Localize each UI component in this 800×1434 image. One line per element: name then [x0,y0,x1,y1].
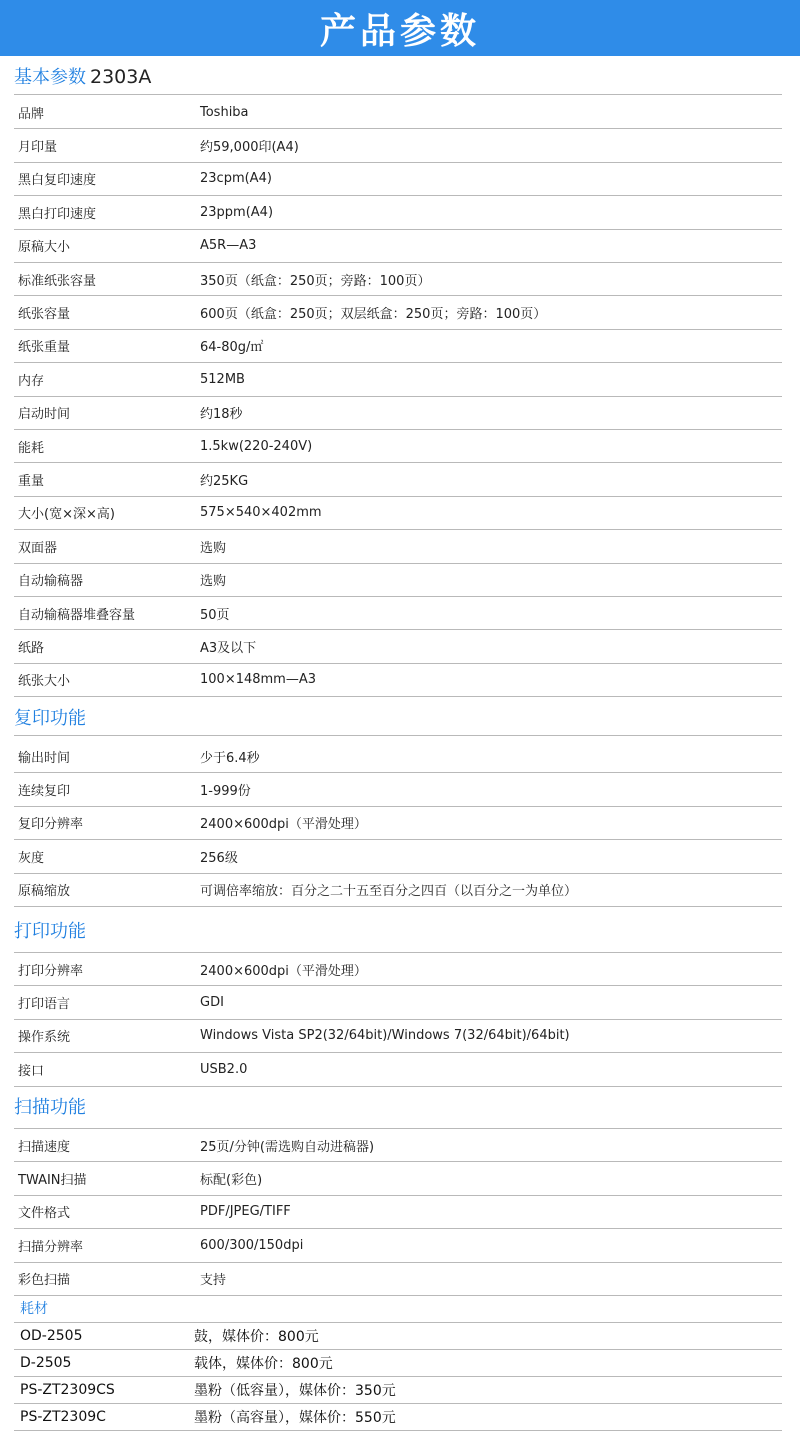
consumable-value: 载体，媒体价：800元 [194,1356,333,1372]
print-spec-value: 2400×600dpi（平滑处理） [200,963,367,979]
spec-row [14,129,782,162]
scan-spec-label: 彩色扫描 [18,1273,71,1289]
scan-spec-value: PDF/JPEG/TIFF [200,1204,291,1220]
copy-spec-value: 2400×600dpi（平滑处理） [200,817,367,833]
spec-value: 350页（纸盒：250页；旁路：100页） [200,273,431,289]
section-title-copy-label: 复印功能 [14,708,86,729]
spec-value: 1.5kw(220-240V) [200,438,313,454]
section-title-basic [14,62,782,95]
spec-row [14,263,782,296]
consumable-label: OD-2505 [20,1328,83,1344]
spec-value: A5R—A3 [200,238,257,254]
spec-value: 23ppm(A4) [200,204,274,220]
consumable-label: PS-ZT2309C [20,1409,106,1425]
section-title-scan-label: 扫描功能 [14,1097,86,1118]
spec-value: 50页 [200,607,230,623]
spec-label: 重量 [18,474,45,490]
print-spec-label: 操作系统 [18,1030,71,1046]
copy-spec-label: 连续复印 [18,784,71,800]
spec-row [14,430,782,463]
spec-row [14,330,782,363]
consumable-row [14,1350,782,1377]
consumable-row [14,1377,782,1404]
spec-value: 575×540×402mm [200,505,322,521]
spec-label: 纸张大小 [18,674,71,690]
copy-spec-label: 复印分辨率 [18,817,84,833]
print-spec-value: Windows Vista SP2(32/64bit)/Windows 7(32/64bit)/64bit) [200,1028,570,1044]
spec-row [14,530,782,563]
spec-label: 月印量 [18,140,58,156]
section-title-scan [14,1093,782,1129]
spec-label: 自动输稿器堆叠容量 [18,607,136,623]
spec-row [14,230,782,263]
page-header [0,0,800,56]
spec-value: A3及以下 [200,641,257,657]
spec-label: 纸张重量 [18,340,71,356]
spec-value: Toshiba [200,104,249,120]
spec-label: 双面器 [18,540,58,556]
scan-spec-value: 25页/分钟(需选购自动进稿器) [200,1139,375,1155]
spec-value: 600页（纸盒：250页；双层纸盒：250页；旁路：100页） [200,307,547,323]
section-title-consumables-label: 耗材 [20,1301,48,1317]
page-title: 产品参数 [319,10,480,52]
print-spec-row [14,953,782,986]
spec-label: 标准纸张容量 [18,273,97,289]
spec-label: 自动输稿器 [18,574,84,590]
copy-spec-value: 可调倍率缩放：百分之二十五至百分之四百（以百分之一为单位） [200,884,578,900]
spec-row [14,163,782,196]
spec-row [14,564,782,597]
spec-label: 黑白复印速度 [18,173,97,189]
scan-spec-row [14,1162,782,1195]
scan-spec-row [14,1263,782,1296]
scan-spec-label: 扫描分辨率 [18,1239,84,1255]
print-spec-label: 接口 [18,1063,45,1079]
print-spec-value: USB2.0 [200,1061,248,1077]
scan-spec-label: 扫描速度 [18,1139,71,1155]
spec-row [14,296,782,329]
copy-spec-label: 输出时间 [18,750,71,766]
consumable-label: D-2505 [20,1355,72,1371]
consumable-value: 墨粉（高容量），媒体价：550元 [194,1410,396,1426]
section-title-print [14,917,782,953]
spec-label: 纸路 [18,641,45,657]
spec-row [14,363,782,396]
print-spec-row [14,1020,782,1053]
spec-label: 内存 [18,373,45,389]
spec-row [14,196,782,229]
print-spec-label: 打印分辨率 [18,963,84,979]
consumable-row [14,1404,782,1431]
spec-row [14,630,782,663]
spec-row [14,497,782,530]
spec-row [14,463,782,496]
scan-spec-label: TWAIN扫描 [18,1173,87,1189]
scan-spec-value: 标配(彩色) [200,1173,263,1189]
copy-spec-value: 256级 [200,850,238,866]
section-title-copy [14,705,782,736]
spec-value: 64-80g/㎡ [200,340,264,356]
section-title-consumables [14,1297,782,1323]
spec-label: 品牌 [18,106,45,122]
section-title-basic-label: 基本参数 [14,67,86,88]
spec-value: 约25KG [200,474,249,490]
scan-spec-row [14,1229,782,1262]
spec-row [14,96,782,129]
copy-spec-row [14,874,782,907]
print-spec-value: GDI [200,995,224,1011]
spec-value: 100×148mm—A3 [200,672,317,688]
spec-value: 512MB [200,371,245,387]
print-spec-label: 打印语言 [18,997,71,1013]
spec-label: 纸张容量 [18,307,71,323]
spec-label: 能耗 [18,440,45,456]
spec-value: 约18秒 [200,407,243,423]
scan-spec-value: 支持 [200,1273,227,1289]
consumable-row [14,1323,782,1350]
copy-spec-row [14,807,782,840]
copy-spec-value: 少于6.4秒 [200,750,260,766]
model-number: 2303A [90,66,152,88]
copy-spec-value: 1-999份 [200,784,251,800]
spec-row [14,664,782,697]
scan-spec-row [14,1129,782,1162]
print-spec-row [14,1053,782,1086]
copy-spec-label: 灰度 [18,850,45,866]
spec-label: 大小(宽×深×高) [18,507,115,523]
consumable-value: 鼓，媒体价：800元 [194,1329,319,1345]
spec-value: 选购 [200,540,227,556]
scan-spec-row [14,1196,782,1229]
consumable-value: 墨粉（低容量），媒体价：350元 [194,1383,396,1399]
spec-label: 原稿大小 [18,240,71,256]
copy-spec-row [14,840,782,873]
spec-row [14,597,782,630]
spec-label: 黑白打印速度 [18,206,97,222]
consumable-label: PS-ZT2309CS [20,1382,115,1398]
spec-label: 启动时间 [18,407,71,423]
copy-spec-row [14,773,782,806]
copy-spec-row [14,740,782,773]
section-title-print-label: 打印功能 [14,921,86,942]
spec-value: 选购 [200,574,227,590]
print-spec-row [14,986,782,1019]
copy-spec-label: 原稿缩放 [18,884,71,900]
spec-value: 约59,000印(A4) [200,140,299,156]
spec-row [14,397,782,430]
scan-spec-value: 600/300/150dpi [200,1237,304,1253]
scan-spec-label: 文件格式 [18,1206,71,1222]
spec-value: 23cpm(A4) [200,171,272,187]
